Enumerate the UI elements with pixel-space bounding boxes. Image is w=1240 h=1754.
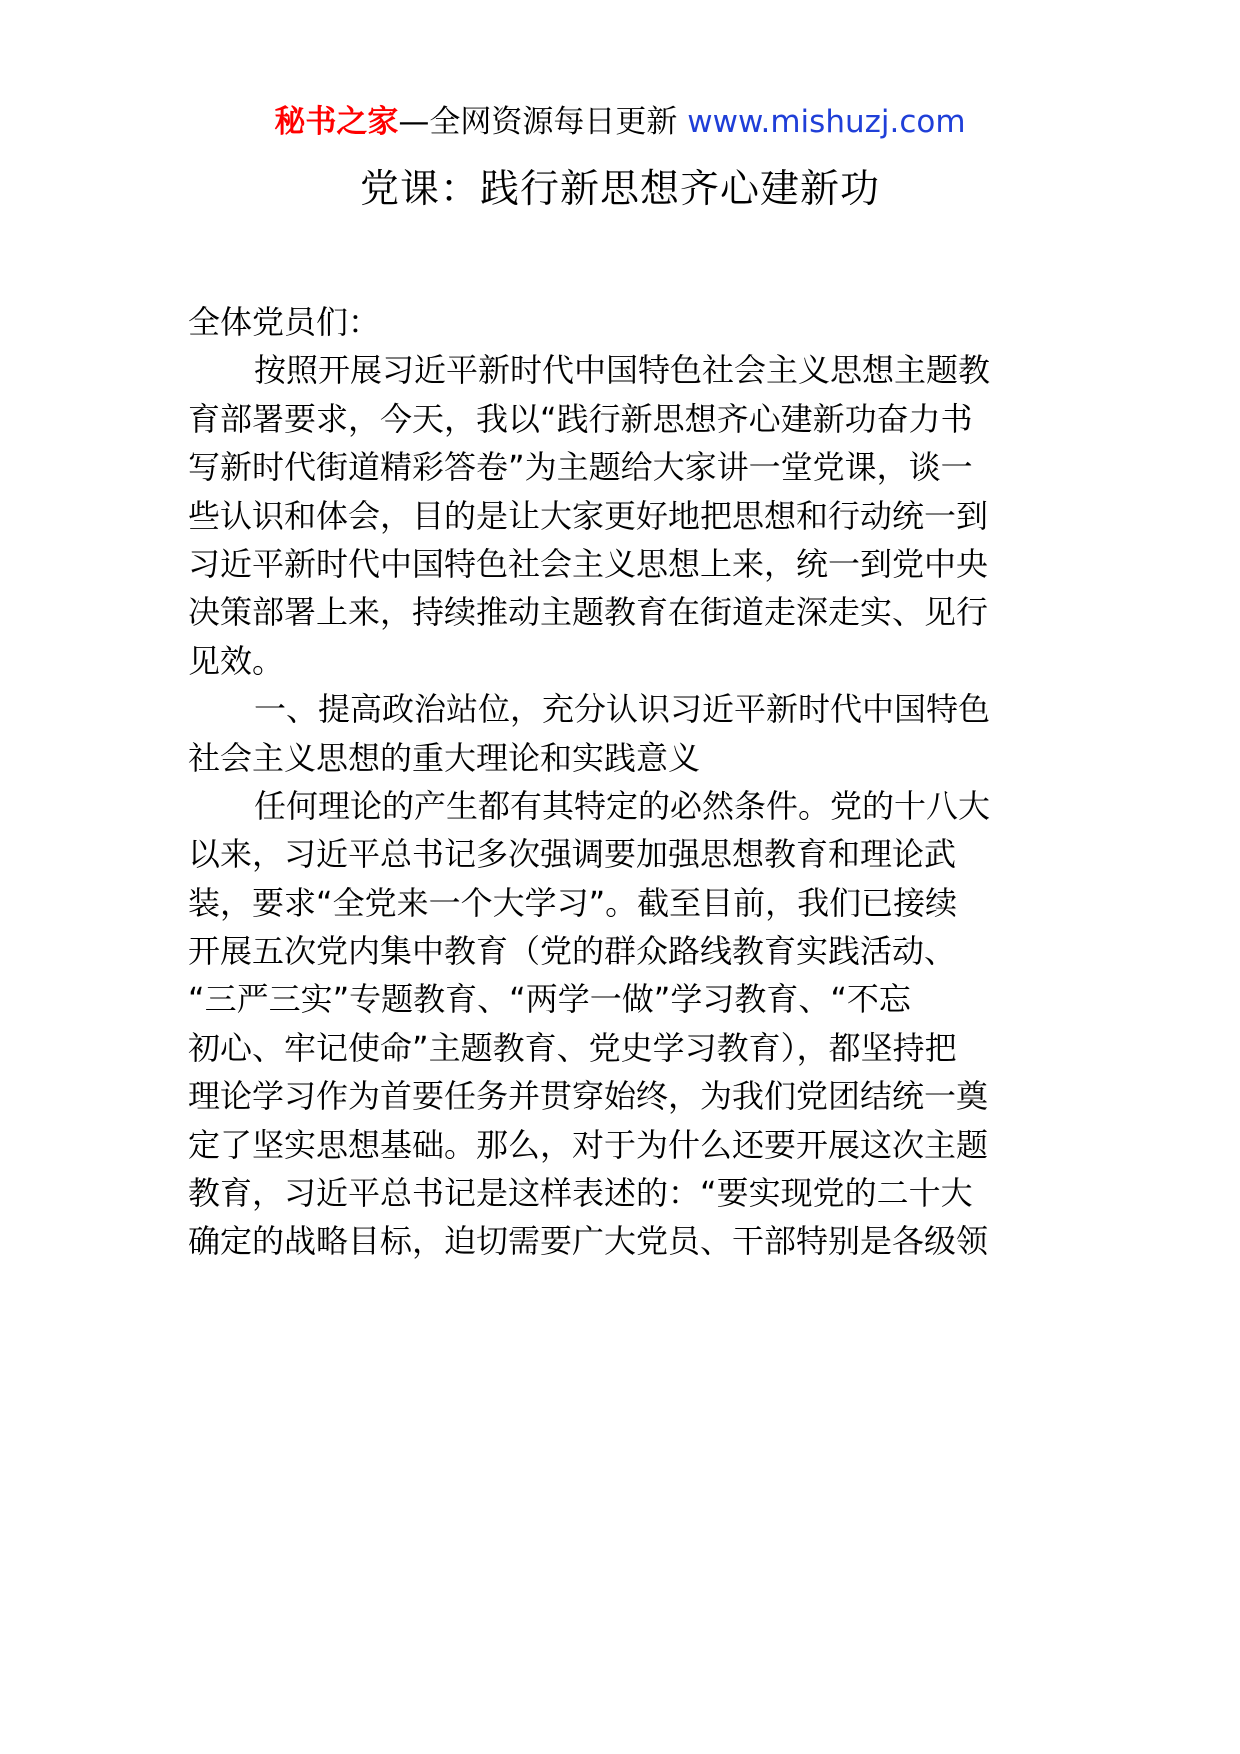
text-line: 以来，习近平总书记多次强调要加强思想教育和理论武 [188, 835, 957, 874]
site-tagline: —全网资源每日更新 [398, 104, 678, 140]
site-url-link[interactable]: www.mishuzj.com [687, 104, 966, 140]
text-line: 写新时代街道精彩答卷”为主题给大家讲一堂党课，谈一 [188, 448, 973, 487]
text-line: 决策部署上来，持续推动主题教育在街道走深走实、见行 [188, 593, 989, 632]
text-line: “三严三实”专题教育、“两学一做”学习教育、“不忘 [188, 980, 911, 1019]
text-line: 初心、牢记使命”主题教育、党史学习教育），都坚持把 [188, 1028, 957, 1067]
text-line: 定了坚实思想基础。那么，对于为什么还要开展这次主题 [188, 1125, 989, 1164]
text-line: 些认识和体会，目的是让大家更好地把思想和行动统一到 [188, 496, 989, 535]
text-line: 开展五次党内集中教育（党的群众路线教育实践活动、 [188, 932, 957, 971]
text-line: 社会主义思想的重大理论和实践意义 [188, 738, 701, 777]
text-line: 一、提高政治站位，充分认识习近平新时代中国特色 [254, 690, 991, 729]
text-line: 习近平新时代中国特色社会主义思想上来，统一到党中央 [188, 544, 989, 583]
text-line: 装，要求“全党来一个大学习”。截至目前，我们已接续 [188, 883, 958, 922]
site-header [0, 98, 1240, 146]
text-line: 教育，习近平总书记是这样表述的：“要实现党的二十大 [188, 1174, 973, 1213]
text-line: 理论学习作为首要任务并贯穿始终，为我们党团结统一奠 [188, 1077, 989, 1116]
text-line: 按照开展习近平新时代中国特色社会主义思想主题教 [254, 351, 991, 390]
text-line: 全体党员们： [188, 303, 381, 341]
text-line: 育部署要求，今天，我以“践行新思想齐心建新功奋力书 [188, 399, 973, 438]
site-brand: 秘书之家 [274, 104, 399, 140]
text-line: 见效。 [188, 641, 285, 680]
text-line: 确定的战略目标，迫切需要广大党员、干部特别是各级领 [188, 1222, 989, 1261]
document-body [188, 290, 1064, 1275]
text-line: 任何理论的产生都有其特定的必然条件。党的十八大 [254, 786, 991, 825]
document-title: 党课：践行新思想齐心建新功 [359, 167, 880, 212]
